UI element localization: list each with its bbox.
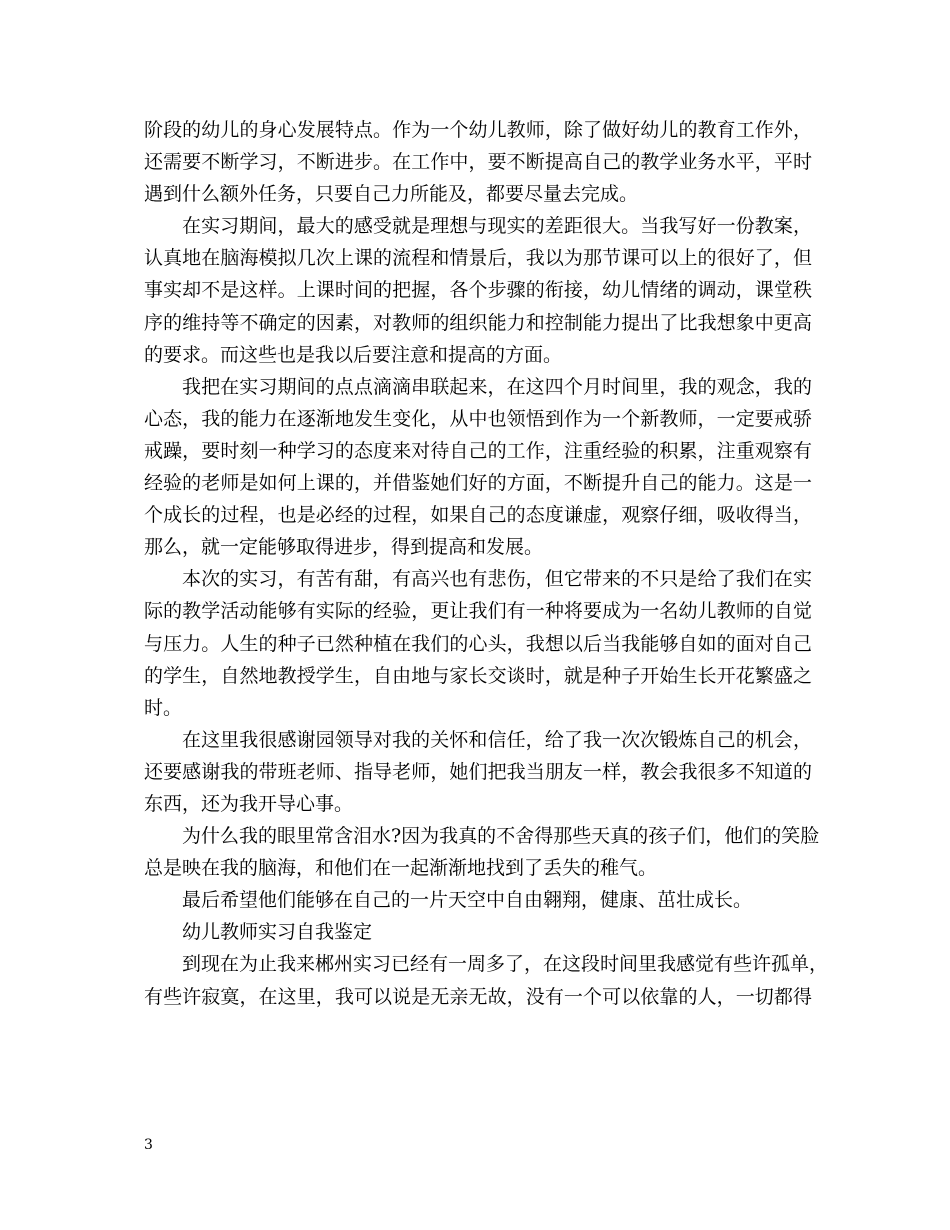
text-line: 与压力。人生的种子已然种植在我们的心头，我想以后当我能够自如的面对自己 bbox=[144, 632, 812, 655]
text-line: 心态，我的能力在逐渐地发生变化，从中也领悟到作为一个新教师，一定要戒骄 bbox=[144, 407, 812, 430]
body-text bbox=[144, 114, 829, 1013]
text-line: 事实却不是这样。上课时间的把握，各个步骤的衔接，幼儿情绪的调动，课堂秩 bbox=[144, 279, 812, 302]
text-line: 本次的实习，有苦有甜，有高兴也有悲伤，但它带来的不只是给了我们在实 bbox=[182, 568, 812, 591]
text-line: 戒躁，要时刻一种学习的态度来对待自己的工作，注重经验的积累，注重观察有 bbox=[144, 439, 812, 462]
text-line: 总是映在我的脑海，和他们在一起渐渐地找到了丢失的稚气。 bbox=[144, 857, 658, 880]
text-line: 幼儿教师实习自我鉴定 bbox=[182, 921, 373, 944]
text-line: 为什么我的眼里常含泪水?因为我真的不舍得那些天真的孩子们，他们的笑脸 bbox=[182, 825, 820, 848]
text-line: 的要求。而这些也是我以后要注意和提高的方面。 bbox=[144, 343, 563, 366]
page-number: 3 bbox=[144, 1137, 153, 1153]
text-line: 有些许寂寞，在这里，我可以说是无亲无故，没有一个可以依靠的人，一切都得 bbox=[144, 985, 812, 1008]
text-line: 序的维持等不确定的因素，对教师的组织能力和控制能力提出了比我想象中更高 bbox=[144, 311, 812, 334]
text-line: 的学生，自然地教授学生，自由地与家长交谈时，就是种子开始生长开花繁盛之 bbox=[144, 664, 812, 687]
text-line: 我把在实习期间的点点滴滴串联起来，在这四个月时间里，我的观念，我的 bbox=[182, 375, 812, 398]
text-line: 最后希望他们能够在自己的一片天空中自由翱翔，健康、茁壮成长。 bbox=[182, 889, 753, 912]
text-line: 到现在为止我来郴州实习已经有一周多了，在这段时间里我感觉有些许孤单， bbox=[182, 953, 829, 976]
text-line: 阶段的幼儿的身心发展特点。作为一个幼儿教师，除了做好幼儿的教育工作外， bbox=[144, 119, 812, 141]
text-line: 在实习期间，最大的感受就是理想与现实的差距很大。当我写好一份教案， bbox=[182, 215, 812, 238]
text-line: 在这里我很感谢园领导对我的关怀和信任，给了我一次次锻炼自己的机会， bbox=[182, 728, 812, 751]
text-line: 时。 bbox=[144, 696, 183, 719]
text-line: 还需要不断学习，不断进步。在工作中，要不断提高自己的教学业务水平，平时 bbox=[144, 151, 812, 174]
text-line: 那么，就一定能够取得进步，得到提高和发展。 bbox=[144, 536, 544, 559]
text-line: 认真地在脑海模拟几次上课的流程和情景后，我以为那节课可以上的很好了，但 bbox=[144, 247, 812, 270]
text-line: 际的教学活动能够有实际的经验，更让我们有一种将要成为一名幼儿教师的自觉 bbox=[144, 600, 812, 623]
text-line: 还要感谢我的带班老师、指导老师，她们把我当朋友一样，教会我很多不知道的 bbox=[144, 760, 812, 783]
text-line: 个成长的过程，也是必经的过程，如果自己的态度谦虚，观察仔细，吸收得当， bbox=[144, 504, 812, 527]
text-line: 遇到什么额外任务，只要自己力所能及，都要尽量去完成。 bbox=[144, 183, 639, 206]
text-line: 东西，还为我开导心事。 bbox=[144, 792, 354, 815]
text-line: 经验的老师是如何上课的，并借鉴她们好的方面，不断提升自己的能力。这是一 bbox=[144, 472, 812, 495]
